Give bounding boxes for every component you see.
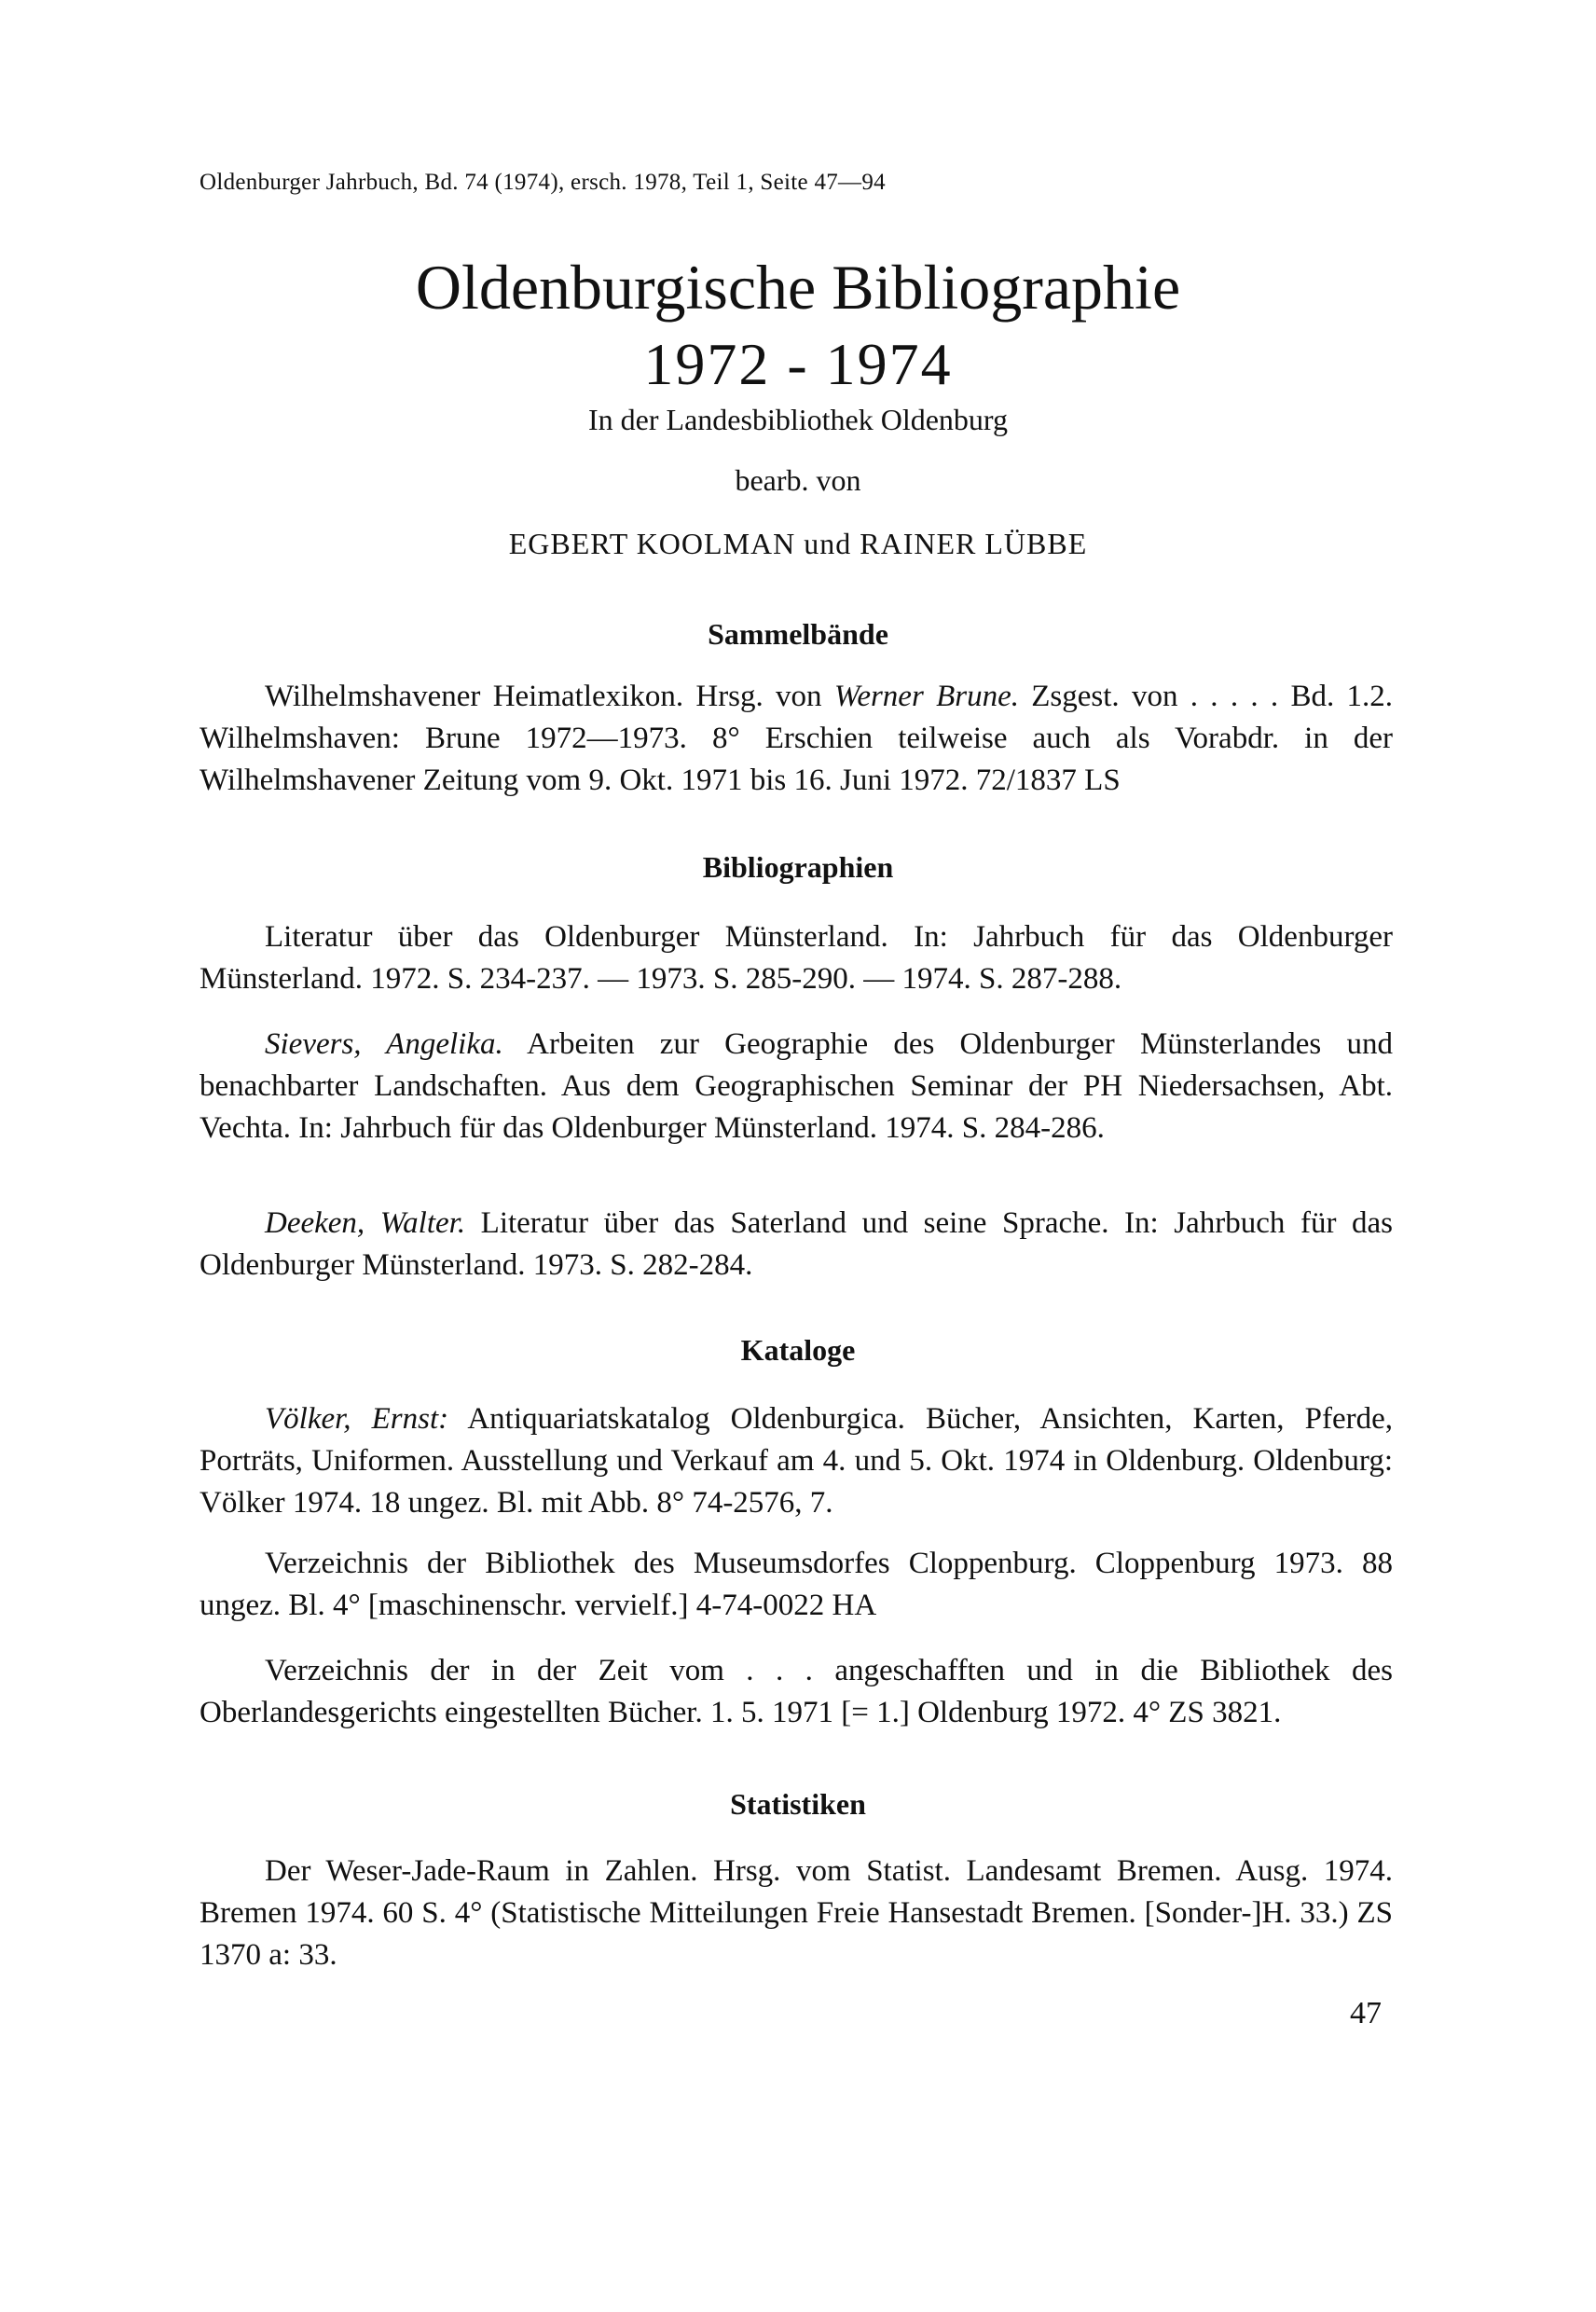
section-heading-kataloge: Kataloge — [740, 1333, 856, 1367]
page-number: 47 — [1350, 1996, 1382, 2030]
entry-author: Deeken, Walter. — [265, 1206, 466, 1240]
section-heading-statistiken: Statistiken — [730, 1787, 866, 1821]
section-heading-sammelbaende: Sammelbände — [708, 617, 888, 651]
bibliography-entry — [200, 1398, 1393, 1524]
section-heading-bibliographien: Bibliographien — [702, 850, 894, 884]
page-title: Oldenburgische Bibliographie — [415, 252, 1181, 323]
entry-author: Völker, Ernst: — [265, 1402, 449, 1436]
bibliography-entry — [200, 676, 1393, 802]
entry-text: Verzeichnis der in der Zeit vom . . . angeschafften und in die Bibliothek des Oberlandesgerichts eingestellten Bücher. 1. 5. 1971 [= 1.] Oldenburg 1972. 4° ZS 3821. — [200, 1654, 1393, 1729]
bibliography-entry — [200, 1203, 1393, 1287]
entry-text: Literatur über das Saterland und seine Sprache. In: Jahrbuch für das Oldenburger Münsterland. 1973. S. 282-284. — [200, 1206, 1393, 1282]
editors: EGBERT KOOLMAN und RAINER LÜBBE — [508, 527, 1088, 560]
entry-text: Verzeichnis der Bibliothek des Museumsdorfes Cloppenburg. Cloppenburg 1973. 88 ungez. Bl. 4° [maschinenschr. vervielf.] 4-74-0022 HA — [200, 1547, 1393, 1622]
entry-text: Arbeiten zur Geographie des Oldenburger Münsterlandes und benachbarter Landschaften. Aus dem Geographischen Seminar der PH Niedersachsen, Abt. Vechta. In: Jahrbuch für das Oldenburger Münsterland. 1974. S. 284-286. — [200, 1027, 1393, 1145]
bibliography-entry — [200, 1851, 1393, 1976]
bibliography-entry — [200, 1650, 1393, 1734]
editor-label: bearb. von — [735, 463, 861, 497]
bibliography-entry — [200, 1024, 1393, 1149]
subtitle: In der Landesbibliothek Oldenburg — [588, 403, 1008, 436]
entry-text: Antiquariatskatalog Oldenburgica. Bücher, Ansichten, Karten, Pferde, Porträts, Uniformen. Ausstellung und Verkauf am 4. und 5. Okt. 1974 in Oldenburg. Oldenburg: Völker 1974. 18 ungez. Bl. mit Abb. 8° 74-2576, 7. — [200, 1402, 1393, 1520]
title-years: 1972 - 1974 — [643, 331, 953, 397]
entry-text: Wilhelmshavener Heimatlexikon. Hrsg. von — [265, 680, 834, 713]
entry-author: Sievers, Angelika. — [265, 1027, 503, 1061]
entry-text: Zsgest. von . . . . . Bd. 1.2. Wilhelmshaven: Brune 1972—1973. 8° Erschien teilweise auch als Vorabdr. in der Wilhelmshavener Zeitung vom 9. Okt. 1971 bis 16. Juni 1972. 72/1837 LS — [200, 680, 1393, 797]
bibliography-entry — [200, 916, 1393, 1000]
running-head: Oldenburger Jahrbuch, Bd. 74 (1974), ersch. 1978, Teil 1, Seite 47—94 — [200, 170, 886, 195]
bibliography-entry — [200, 1543, 1393, 1627]
entry-editor: Werner Brune. — [833, 680, 1019, 713]
entry-text: Literatur über das Oldenburger Münsterland. In: Jahrbuch für das Oldenburger Münsterland. 1972. S. 234-237. — 1973. S. 285-290. — 1974. S. 287-288. — [200, 920, 1393, 996]
entry-text: Der Weser-Jade-Raum in Zahlen. Hrsg. vom Statist. Landesamt Bremen. Ausg. 1974. Bremen 1974. 60 S. 4° (Statistische Mitteilungen Freie Hansestadt Bremen. [Sonder-]H. 33.) ZS 1370 a: 33. — [200, 1854, 1393, 1972]
